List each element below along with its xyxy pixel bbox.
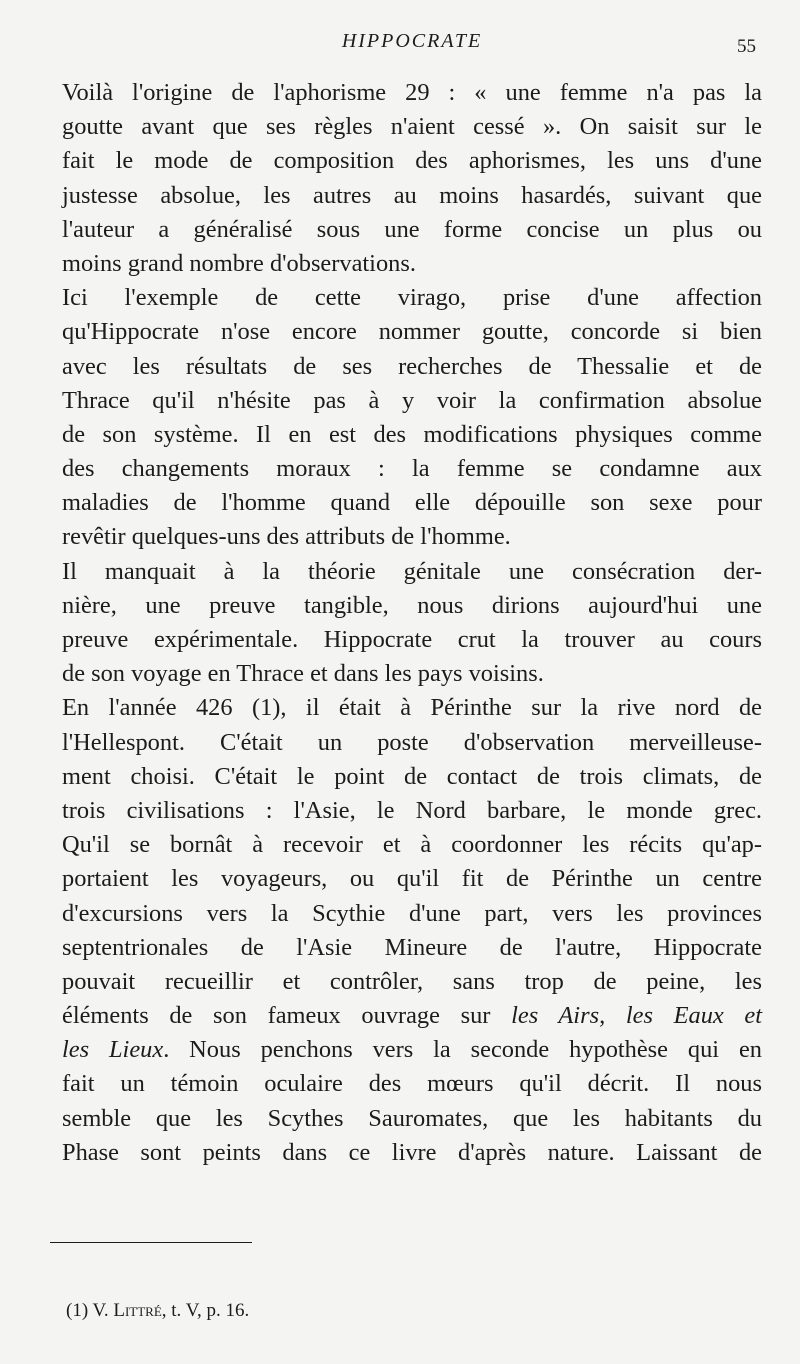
text-line: d'excursions vers la Scythie d'une part, vers les provinces bbox=[62, 899, 762, 927]
text-line: Il manquait à la théorie génitale une consécration der- bbox=[62, 557, 762, 585]
footnote-marker: (1) V. bbox=[66, 1300, 109, 1321]
text-line: revêtir quelques-uns des attributs de l'homme. bbox=[62, 523, 511, 551]
text-line: portaient les voyageurs, ou qu'il fit de Périnthe un centre bbox=[62, 865, 762, 893]
text-line: maladies de l'homme quand elle dépouille son sexe pour bbox=[62, 489, 762, 517]
text-line: justesse absolue, les autres au moins hasardés, suivant que bbox=[62, 181, 762, 209]
text-line bbox=[62, 999, 762, 1033]
text-line: qu'Hippocrate n'ose encore nommer goutte, concorde si bien bbox=[62, 318, 762, 346]
text-line: de son système. Il en est des modifications physiques comme bbox=[62, 420, 762, 448]
text-line: Phase sont peints dans ce livre d'après nature. Laissant de bbox=[62, 1138, 762, 1166]
text-line: de son voyage en Thrace et dans les pays voisins. bbox=[62, 660, 544, 688]
text-line: moins grand nombre d'observations. bbox=[62, 249, 416, 277]
text-line: fait le mode de composition des aphorismes, les uns d'une bbox=[62, 147, 762, 175]
text-line: preuve expérimentale. Hippocrate crut la trouver au cours bbox=[62, 626, 762, 653]
text-line: Voilà l'origine de l'aphorisme 29 : « une femme n'a pas la bbox=[62, 79, 762, 106]
page-number: 55 bbox=[737, 36, 756, 57]
text-line: Ici l'exemple de cette virago, prise d'une affection bbox=[62, 284, 762, 312]
body-text bbox=[62, 76, 762, 1170]
text-segment: . Nous penchons vers la seconde hypothèse qui en bbox=[163, 1036, 762, 1064]
text-segment: éléments de son fameux ouvrage sur bbox=[62, 1002, 512, 1030]
text-line: semble que les Scythes Sauromates, que les habitants du bbox=[62, 1104, 762, 1132]
text-line: nière, une preuve tangible, nous dirions aujourd'hui une bbox=[62, 591, 762, 619]
text-line: pouvait recueillir et contrôler, sans trop de peine, les bbox=[62, 967, 762, 995]
text-line: l'Hellespont. C'était un poste d'observation merveilleuse- bbox=[62, 728, 762, 756]
text-line: Qu'il se bornât à recevoir et à coordonner les récits qu'ap- bbox=[62, 831, 762, 859]
text-line: l'auteur a généralisé sous une forme concise un plus ou bbox=[62, 215, 762, 243]
text-line: trois civilisations : l'Asie, le Nord barbare, le monde grec. bbox=[62, 796, 762, 824]
running-title: HIPPOCRATE bbox=[341, 30, 483, 52]
text-line: En l'année 426 (1), il était à Périnthe sur la rive nord de bbox=[62, 694, 762, 722]
footnote-author: Littré bbox=[113, 1300, 162, 1321]
footnote-reference: , t. V, p. 16. bbox=[161, 1300, 250, 1321]
text-line: fait un témoin oculaire des mœurs qu'il décrit. Il nous bbox=[62, 1070, 762, 1098]
text-line: ment choisi. C'était le point de contact de trois climats, de bbox=[62, 762, 762, 790]
italic-title: les Airs, les Eaux et bbox=[511, 1002, 762, 1030]
italic-title: les Lieux bbox=[62, 1036, 164, 1064]
text-line: septentrionales de l'Asie Mineure de l'autre, Hippocrate bbox=[62, 933, 762, 961]
text-line: des changements moraux : la femme se condamne aux bbox=[62, 455, 762, 483]
text-line bbox=[62, 1033, 762, 1067]
text-line: avec les résultats de ses recherches de Thessalie et de bbox=[62, 352, 762, 380]
text-line: goutte avant que ses règles n'aient cessé ». On saisit sur le bbox=[62, 113, 762, 141]
footnote bbox=[66, 1300, 249, 1322]
page-header bbox=[62, 30, 762, 60]
text-line: Thrace qu'il n'hésite pas à y voir la confirmation absolue bbox=[62, 386, 762, 414]
footnote-divider bbox=[50, 1242, 252, 1243]
